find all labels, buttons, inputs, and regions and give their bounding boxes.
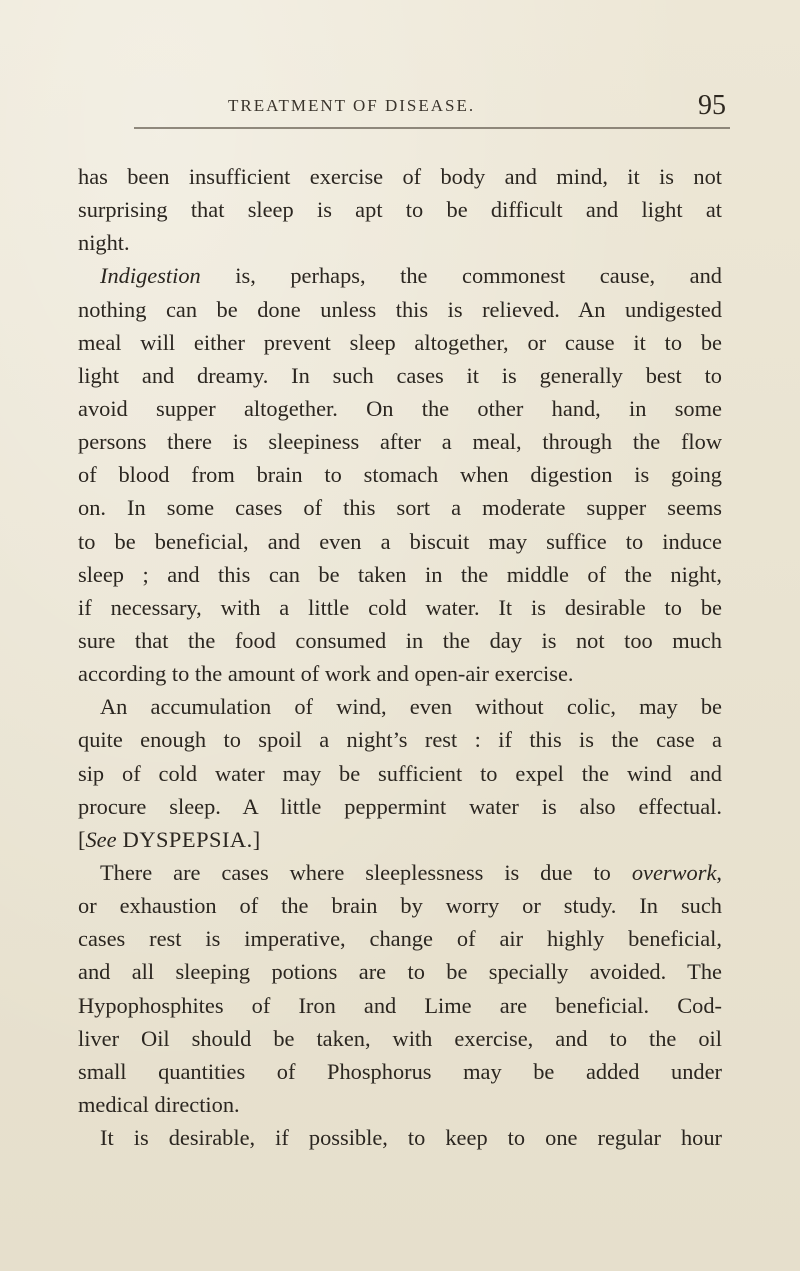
see-label: See bbox=[85, 826, 117, 852]
italic-term-indigestion: Indigestion bbox=[100, 263, 201, 289]
bracket-open: [ bbox=[78, 826, 86, 852]
text-line: nothing can be done unless this is relieved. An undigested bbox=[78, 296, 722, 322]
running-head bbox=[136, 90, 730, 128]
text-line: avoid supper altogether. On the other hand, in some bbox=[78, 395, 722, 421]
text-line: sip of cold water may be sufficient to expel the wind and bbox=[78, 760, 722, 786]
text-line: meal will either prevent sleep altogether, or cause it to be bbox=[78, 329, 722, 355]
page-number: 95 bbox=[698, 90, 726, 121]
text-line: according to the amount of work and open-air exercise. bbox=[78, 661, 574, 687]
text-line: sure that the food consumed in the day is not too much bbox=[78, 627, 722, 653]
text-fragment: , bbox=[716, 859, 722, 885]
text-line: persons there is sleepiness after a meal, through the flow bbox=[78, 429, 722, 455]
cross-reference-dyspepsia: DYSPEPSIA. bbox=[116, 826, 253, 852]
text-line: procure sleep. A little peppermint water is also effectual. bbox=[78, 793, 722, 819]
text-line: medical direction. bbox=[78, 1091, 240, 1117]
text-line bbox=[78, 856, 722, 889]
text-line: of blood from brain to stomach when digestion is going bbox=[78, 462, 722, 488]
text-line: night. bbox=[78, 230, 130, 256]
body-text bbox=[78, 160, 722, 1154]
text-line: has been insufficient exercise of body and mind, it is not bbox=[78, 164, 722, 189]
text-line bbox=[78, 259, 722, 292]
cross-reference-line bbox=[78, 823, 722, 856]
text-line: An accumulation of wind, even without colic, may be bbox=[100, 694, 722, 720]
text-line: if necessary, with a little cold water. It is desirable to be bbox=[78, 594, 722, 620]
text-line: Hypophosphites of Iron and Lime are beneficial. Cod- bbox=[78, 992, 722, 1018]
text-line: sleep ; and this can be taken in the middle of the night, bbox=[78, 561, 722, 587]
text-line: and all sleeping potions are to be specially avoided. The bbox=[78, 959, 722, 985]
text-line: light and dreamy. In such cases it is generally best to bbox=[78, 362, 722, 388]
text-line: to be beneficial, and even a biscuit may suffice to induce bbox=[78, 528, 722, 554]
text-line: quite enough to spoil a night’s rest : if this is the case a bbox=[78, 727, 722, 753]
text-line: It is desirable, if possible, to keep to one regular hour bbox=[100, 1125, 722, 1151]
bracket-close: ] bbox=[252, 826, 261, 852]
italic-term-overwork: overwork bbox=[631, 859, 717, 885]
text-line: on. In some cases of this sort a moderate supper seems bbox=[78, 495, 722, 521]
text-line: or exhaustion of the brain by worry or study. In such bbox=[78, 893, 722, 919]
text-line: liver Oil should be taken, with exercise, and to the oil bbox=[78, 1025, 722, 1051]
header-rule bbox=[134, 127, 730, 129]
text-line: small quantities of Phosphorus may be added under bbox=[78, 1058, 722, 1084]
text-fragment: is, perhaps, the commonest cause, and bbox=[200, 263, 722, 289]
running-title: TREATMENT OF DISEASE. bbox=[228, 96, 476, 115]
text-fragment: There are cases where sleeplessness is due to bbox=[100, 859, 632, 885]
text-line: surprising that sleep is apt to be difficult and light at bbox=[78, 197, 722, 223]
text-line: cases rest is imperative, change of air highly beneficial, bbox=[78, 926, 722, 952]
